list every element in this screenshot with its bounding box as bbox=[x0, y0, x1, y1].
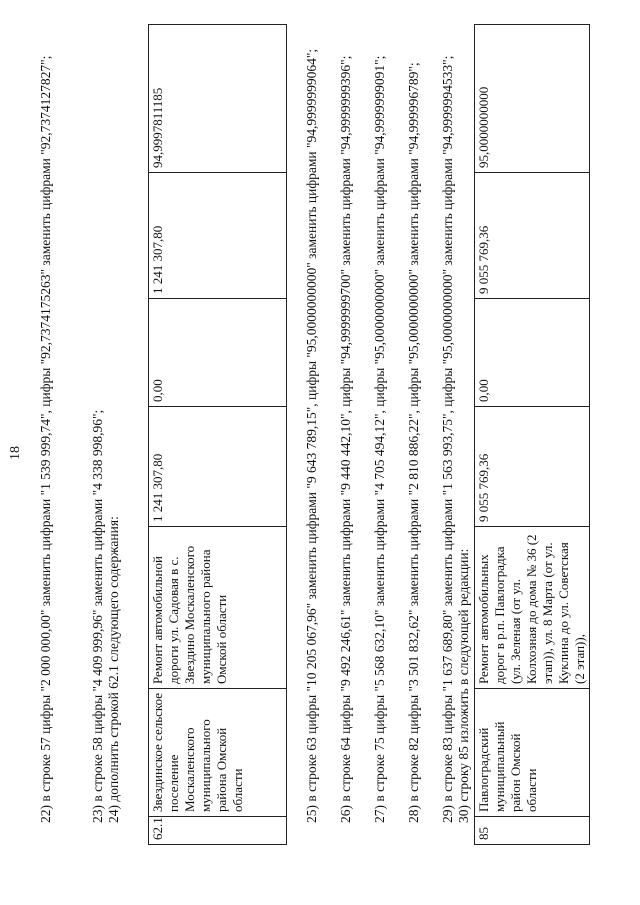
table-row-62-1 bbox=[148, 24, 287, 845]
amendment-item-22: 22) в строке 57 цифры "2 000 000,00" заменить цифрами "1 539 999,74", цифры "92,7374175263" заменить цифрами "92,7374127827"; bbox=[38, 55, 53, 823]
amendment-item-24: 24) дополнить строкой 62.1 следующего содержания: bbox=[106, 516, 121, 823]
cell-municipality: Звездинское сельское поселение Москаленского муниципального района Омской области bbox=[149, 689, 287, 817]
page-number: 18 bbox=[8, 446, 23, 460]
cell-amount-c: 9 055 769,36 bbox=[475, 173, 590, 299]
amendment-item-28: 28) в строке 82 цифры "3 501 832,62" заменить цифрами "2 810 886,22", цифры "95,0000000000" заменить цифрами "94,999996789"; bbox=[406, 62, 421, 823]
amendment-item-29: 29) в строке 83 цифры "1 637 689,80" заменить цифрами "1 563 993,75", цифры "95,0000000000" заменить цифрами "94,9999994533"; bbox=[440, 55, 455, 823]
cell-row-number: 62.1 bbox=[149, 817, 287, 845]
cell-amount-b: 0,00 bbox=[475, 299, 590, 407]
cell-percent: 95,0000000000 bbox=[475, 25, 590, 173]
amendment-item-30: 30) строку 85 изложить в следующей редакции: bbox=[456, 548, 471, 823]
cell-percent: 94,9997811185 bbox=[149, 25, 287, 173]
cell-amount-a: 1 241 307,80 bbox=[149, 407, 287, 527]
cell-object: Ремонт автомобильных дорог в р.п. Павлоградка (ул. Зеленая (от ул. Колхозная до дома № 36 (2 этап)), ул. 8 Марта (от ул. Куклина до ул. Советская (2 этап)), bbox=[475, 527, 590, 689]
cell-amount-c: 1 241 307,80 bbox=[149, 173, 287, 299]
cell-amount-a: 9 055 769,36 bbox=[475, 407, 590, 527]
amendment-item-23: 23) в строке 58 цифры "4 409 999,96" заменить цифрами "4 338 998,96"; bbox=[90, 409, 105, 823]
cell-object: Ремонт автомобильной дороги ул. Садовая в с. Звездино Москаленского муниципального района Омской области bbox=[149, 527, 287, 689]
amendment-item-27: 27) в строке 75 цифры "5 568 632,10" заменить цифрами "4 705 494,12", цифры "95,0000000000" заменить цифрами "94,9999999091"; bbox=[372, 55, 387, 823]
cell-amount-b: 0,00 bbox=[149, 299, 287, 407]
cell-municipality: Павлоградский муниципальный район Омской области bbox=[475, 689, 590, 817]
amendment-item-26: 26) в строке 64 цифры "9 492 246,61" заменить цифрами "9 440 442,10", цифры "94,9999999700" заменить цифрами "94,9999999396"; bbox=[338, 55, 353, 823]
amendment-item-25: 25) в строке 63 цифры "10 205 067,96" заменить цифрами "9 643 789,15", цифры "95,0000000000" заменить цифрами "94,9999999064"; bbox=[304, 48, 319, 823]
cell-row-number: 85 bbox=[475, 817, 590, 845]
table-row-85 bbox=[474, 24, 590, 845]
